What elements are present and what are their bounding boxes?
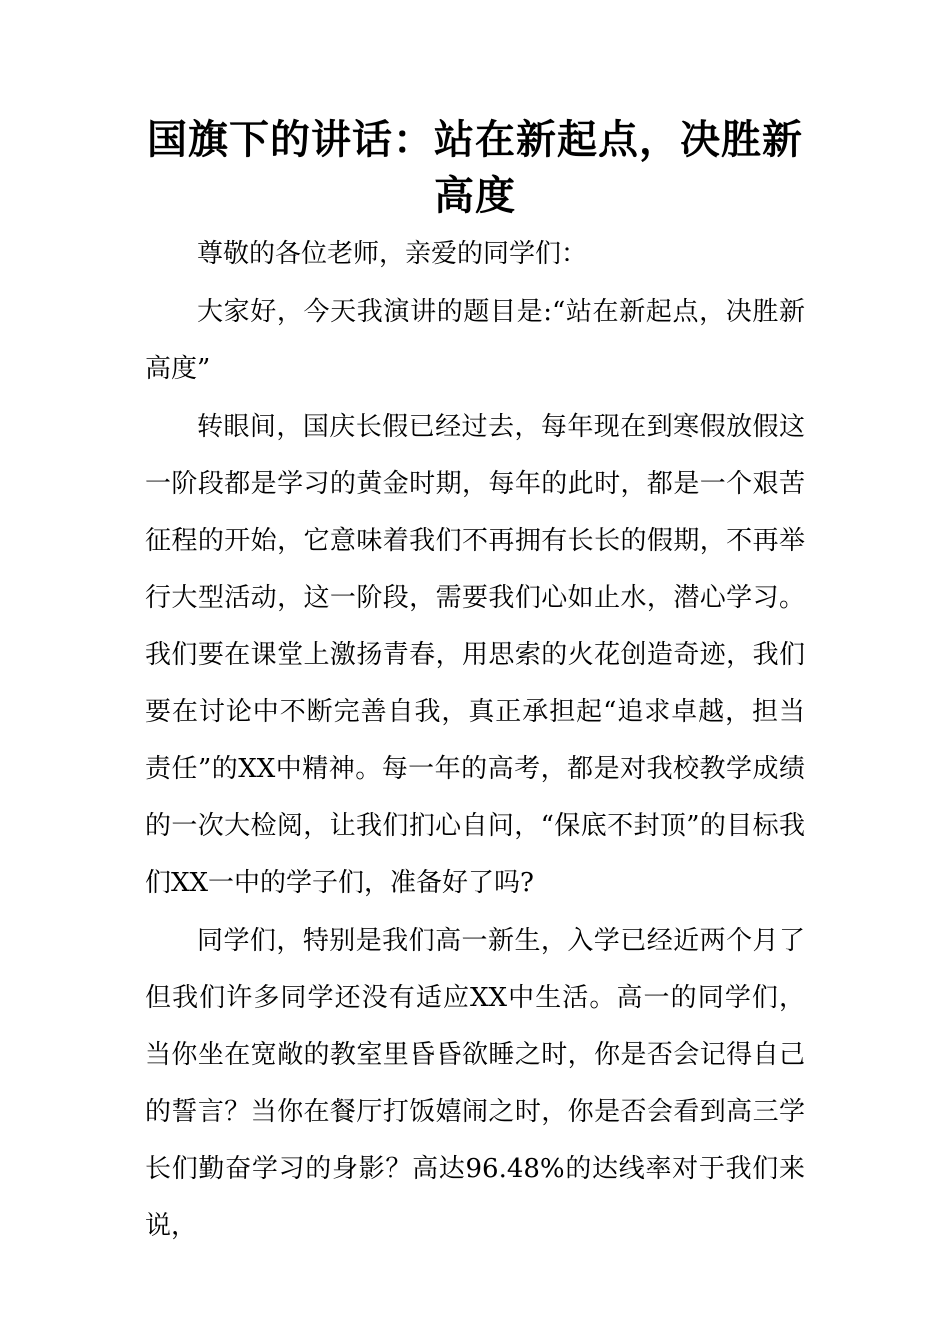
paragraph-body-2: 同学们，特别是我们高一新生，入学已经近两个月了但我们许多同学还没有适应XX中生活。高一的同学们，当你坐在宽敞的教室里昏昏欲睡之时，你是否会记得自己的誓言？当你在餐厅打饭嬉闹之时，你是否会看到高三学长们勤奋学习的身影？高达96.48%的达线率对于我们来说，: [145, 926, 805, 1241]
paragraph-greeting: 大家好，今天我演讲的题目是:“站在新起点，决胜新高度”: [145, 297, 805, 384]
document-body: [145, 226, 805, 1255]
paragraph-body-1: 转眼间，国庆长假已经过去，每年现在到寒假放假这一阶段都是学习的黄金时期，每年的此时，都是一个艰苦征程的开始，它意味着我们不再拥有长长的假期，不再举行大型活动，这一阶段，需要我们心如止水，潜心学习。我们要在课堂上激扬青春，用思索的火花创造奇迹，我们要在讨论中不断完善自我，真正承担起“追求卓越，担当责任”的XX中精神。每一年的高考，都是对我校教学成绩的一次大检阅，让我们扪心自问，“保底不封顶”的目标我们XX一中的学子们，准备好了吗?: [145, 412, 805, 898]
paragraph-salutation: 尊敬的各位老师，亲爱的同学们：: [197, 239, 588, 269]
document-title: 国旗下的讲话：站在新起点，决胜新高度: [147, 116, 803, 219]
